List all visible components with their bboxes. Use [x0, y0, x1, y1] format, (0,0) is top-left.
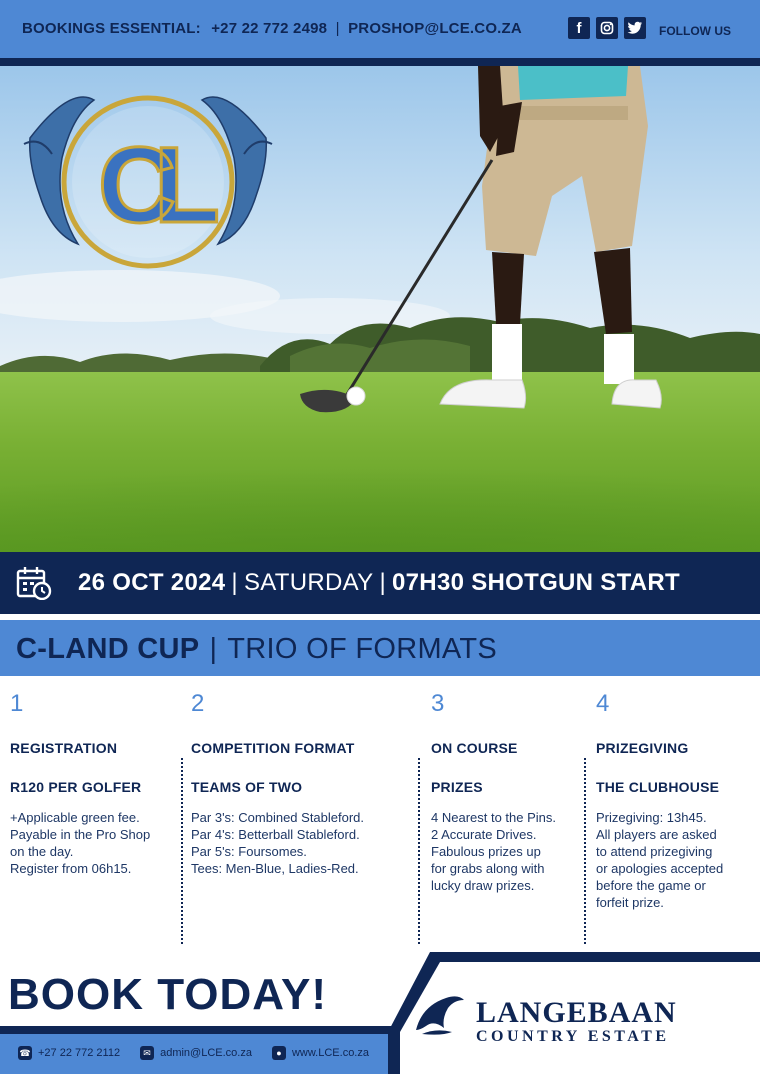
footer-contacts [18, 1046, 369, 1060]
body-line: Register from 06h15. [10, 861, 132, 876]
globe-icon: ● [272, 1046, 286, 1060]
top-stripe [0, 58, 760, 66]
column-number: 4 [596, 690, 610, 717]
calendar-icon [16, 566, 52, 600]
event-subtitle: TRIO OF FORMATS [227, 633, 498, 665]
body-line: Payable in the Pro Shop [10, 827, 151, 842]
info-column-prizegiving [596, 690, 756, 911]
dolphin-logo-icon [412, 992, 468, 1038]
social-icons [568, 17, 646, 39]
body-line: or apologies accepted [596, 861, 724, 876]
footer [0, 952, 760, 1074]
event-title [16, 633, 497, 666]
column-body [191, 809, 417, 877]
body-line: Par 5's: Foursomes. [191, 844, 307, 859]
column-divider [418, 758, 420, 944]
column-heading: REGISTRATION [10, 740, 118, 756]
event-date-bar [0, 552, 760, 614]
body-line: 4 Nearest to the Pins. [431, 810, 557, 825]
twitter-icon[interactable] [624, 17, 646, 39]
mail-icon: ✉ [140, 1046, 154, 1060]
column-number: 1 [10, 690, 24, 717]
booking-contact [22, 20, 522, 37]
body-line: 2 Accurate Drives. [431, 827, 537, 842]
column-subheading: TEAMS OF TWO [191, 779, 303, 795]
column-number: 2 [191, 690, 205, 717]
info-column-prizes [431, 690, 583, 894]
body-line: before the game or [596, 878, 706, 893]
separator: | [335, 20, 340, 37]
booking-phone[interactable]: +27 22 772 2498 [211, 20, 328, 37]
info-column-registration [10, 690, 178, 877]
body-line: Par 4's: Betterball Stableford. [191, 827, 360, 842]
body-line: Tees: Men-Blue, Ladies-Red. [191, 861, 359, 876]
separator: | [209, 633, 218, 665]
footer-email[interactable]: admin@LCE.co.za [160, 1047, 252, 1059]
body-line: lucky draw prizes. [431, 878, 535, 893]
event-start: 07H30 SHOTGUN START [392, 569, 680, 596]
body-line: Fabulous prizes up [431, 844, 541, 859]
column-subheading: THE CLUBHOUSE [596, 779, 720, 795]
bookings-label: BOOKINGS ESSENTIAL: [22, 20, 201, 37]
booking-email[interactable]: PROSHOP@LCE.CO.ZA [348, 20, 522, 37]
column-number: 3 [431, 690, 445, 717]
column-subheading: R120 PER GOLFER [10, 779, 142, 795]
title-bar [0, 620, 760, 676]
column-heading: COMPETITION FORMAT [191, 740, 355, 756]
event-date-text [78, 569, 680, 597]
brand-name: LANGEBAAN [476, 996, 677, 1029]
separator: | [231, 569, 238, 596]
event-name: C-LAND CUP [16, 633, 200, 665]
column-body [10, 809, 178, 877]
body-line: forfeit prize. [596, 895, 664, 910]
body-line: for grabs along with [431, 861, 545, 876]
estate-brand [476, 996, 677, 1046]
info-column-format [191, 690, 417, 877]
logo-letters: CL [98, 124, 198, 245]
body-line: All players are asked [596, 827, 717, 842]
column-heading: PRIZEGIVING [596, 740, 689, 756]
column-subheading: PRIZES [431, 779, 483, 795]
column-body [596, 809, 756, 911]
column-divider [584, 758, 586, 944]
body-line: Prizegiving: 13h45. [596, 810, 707, 825]
phone-icon: ☎ [18, 1046, 32, 1060]
follow-us-label: FOLLOW US [659, 24, 731, 38]
event-date: 26 OCT 2024 [78, 569, 226, 596]
facebook-icon[interactable]: f [568, 17, 590, 39]
top-contact-bar [0, 0, 760, 58]
body-line: Par 3's: Combined Stableford. [191, 810, 365, 825]
column-divider [181, 758, 183, 944]
book-today-heading: BOOK TODAY! [8, 970, 328, 1019]
brand-tagline: COUNTRY ESTATE [476, 1028, 670, 1045]
hero-golf-image [0, 66, 760, 552]
footer-phone[interactable]: +27 22 772 2112 [38, 1047, 121, 1059]
body-line: to attend prizegiving [596, 844, 713, 859]
column-body [431, 809, 583, 894]
footer-web[interactable]: www.LCE.co.za [291, 1047, 369, 1059]
body-line: on the day. [10, 844, 74, 859]
column-heading: ON COURSE [431, 740, 518, 756]
body-line: +Applicable green fee. [10, 810, 140, 825]
instagram-icon[interactable] [596, 17, 618, 39]
event-day: SATURDAY [243, 569, 374, 596]
separator: | [379, 569, 387, 596]
